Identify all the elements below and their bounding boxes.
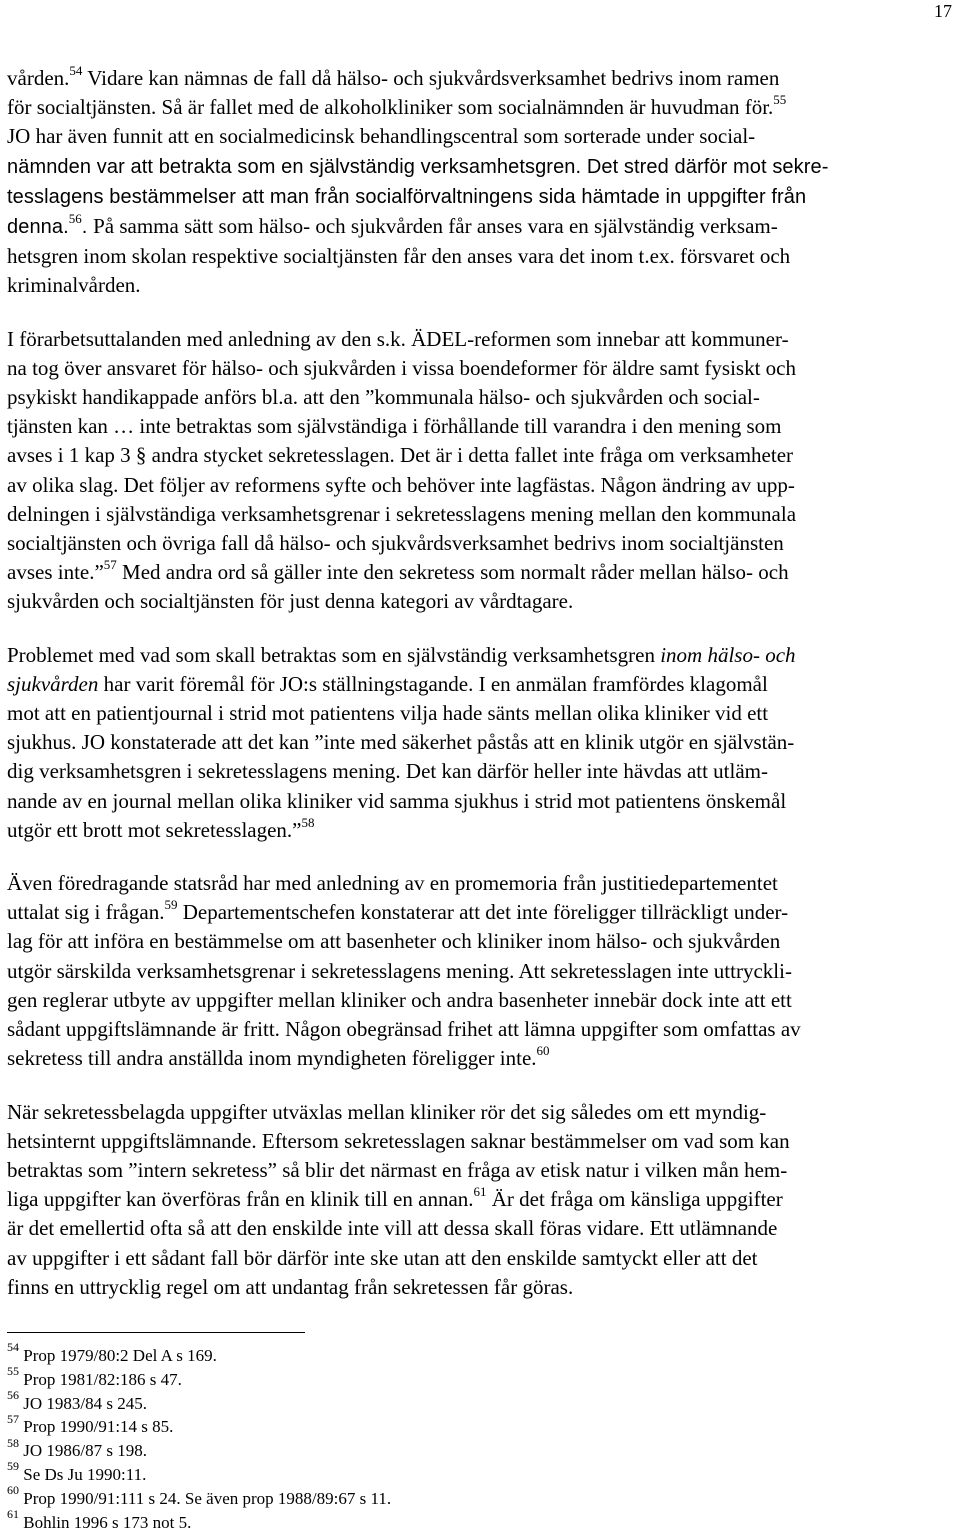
text-run: gen reglerar utbyte av uppgifter mellan kliniker och andra basenheter innebär dock inte att ett — [7, 987, 792, 1012]
text-run: Är det fråga om känsliga uppgifter — [486, 1187, 783, 1212]
footnote — [7, 1364, 391, 1392]
text-run: sekretess till andra anställda inom myndigheten föreligger inte. — [7, 1046, 537, 1071]
text-run: uttalat sig i frågan. — [7, 900, 165, 925]
text-run: delningen i självständiga verksamhetsgrenar i sekretesslagens mening mellan den kommunala — [7, 501, 797, 526]
text-line — [7, 757, 952, 786]
text-line — [7, 641, 952, 670]
text-run: hetsgren inom skolan respektive socialtjänsten får den anses vara det inom t.ex. försvaret och — [7, 244, 791, 269]
text-run: är det emellertid ofta så att den enskilde inte vill att dessa skall föras vidare. Ett utlämnande — [7, 1216, 778, 1241]
text-line — [7, 587, 952, 616]
text-run: av uppgifter i ett sådant fall bör därför inte ske utan att den enskilde samtyckt eller att det — [7, 1245, 758, 1270]
text-run: sjukvården — [7, 671, 99, 696]
text-line — [7, 271, 952, 300]
paragraph-gap — [7, 301, 952, 325]
footnote-text: Bohlin 1996 s 173 not 5. — [23, 1512, 192, 1532]
text-run: betraktas som ”intern sekretess” så blir det närmast en fråga av etisk natur i vilken mån hem- — [7, 1157, 788, 1182]
text-run: kriminalvården. — [7, 273, 141, 298]
paragraph — [7, 641, 952, 845]
footnote-number: 59 — [7, 1459, 19, 1474]
text-run: Departementschefen konstaterar att det inte föreligger tillräckligt under- — [177, 900, 789, 925]
text-run: Vidare kan nämnas de fall då hälso- och sjukvårdsverksamhet bedrivs inom ramen — [82, 66, 780, 90]
footnote-number: 56 — [7, 1387, 19, 1402]
footnote-text: Prop 1981/82:186 s 47. — [23, 1369, 182, 1389]
footnote-text: JO 1986/87 s 198. — [23, 1441, 147, 1461]
paragraph-gap — [7, 845, 952, 869]
footnote-text: Prop 1979/80:2 Del A s 169. — [23, 1346, 217, 1365]
footnote-ref: 56 — [68, 211, 82, 227]
footnote — [7, 1435, 391, 1463]
text-run: vården. — [7, 66, 70, 90]
text-run: har varit föremål för JO:s ställningstagande. I en anmälan framfördes klagomål — [98, 671, 768, 696]
text-line — [7, 898, 952, 927]
text-line — [7, 1044, 952, 1073]
text-line — [7, 500, 952, 529]
paragraph — [7, 64, 952, 301]
text-line — [7, 1015, 952, 1044]
footnote-text: JO 1983/84 s 245. — [23, 1393, 147, 1413]
footnotes — [7, 1340, 392, 1534]
text-line — [7, 122, 952, 151]
text-line — [7, 182, 952, 212]
text-line — [7, 927, 952, 956]
footnote-ref: 54 — [69, 63, 83, 78]
text-line — [7, 986, 952, 1015]
text-line — [7, 64, 952, 93]
text-line — [7, 1156, 952, 1185]
text-line — [7, 1273, 952, 1302]
text-run: . — [81, 216, 94, 239]
footnote-text: Se Ds Ju 1990:11. — [23, 1464, 147, 1484]
text-line — [7, 325, 952, 354]
text-run: tjänsten kan … inte betraktas som självständiga i förhållande till varandra i den mening som — [7, 414, 782, 439]
text-run: sjukvården och socialtjänsten för just denna kategori av vårdtagare. — [7, 589, 574, 614]
text-run: tesslagens bestämmelser att man från socialförvaltningens sida hämtade in uppgifter från — [7, 185, 807, 208]
text-line — [7, 152, 952, 182]
text-line — [7, 1127, 952, 1156]
text-line — [7, 242, 952, 271]
footnote-text: Prop 1990/91:14 s 85. — [23, 1417, 174, 1437]
text-run: nande av en journal mellan olika kliniker vid samma sjukhus i strid mot patientens önskemål — [7, 788, 787, 813]
text-line — [7, 670, 952, 699]
text-run: Även föredragande statsråd har med anledning av en promemoria från justitiedepartementet — [7, 871, 778, 896]
text-run: Med andra ord så gäller inte den sekretess som normalt råder mellan hälso- och — [116, 560, 789, 585]
text-run: lag för att införa en bestämmelse om att basenheter och kliniker inom hälso- och sjukvården — [7, 929, 781, 954]
footnote-ref: 58 — [301, 814, 315, 830]
footnote — [7, 1411, 391, 1439]
text-line — [7, 471, 952, 500]
footnote-ref: 61 — [473, 1184, 487, 1200]
text-run: I förarbetsuttalanden med anledning av den s.k. ÄDEL-reformen som innebar att kommuner- — [7, 326, 789, 351]
text-run: Problemet med vad som skall betraktas som en självständig verksamhetsgren — [7, 642, 661, 667]
footnote-ref: 57 — [103, 557, 117, 573]
text-run: sådant uppgiftslämnande är fritt. Någon obegränsad frihet att lämna uppgifter som omfattas av — [7, 1017, 801, 1042]
text-run: na tog över ansvaret för hälso- och sjukvården i vissa boendeformer för äldre samt fysiskt och — [7, 355, 797, 380]
footnote — [7, 1483, 392, 1511]
text-run: När sekretessbelagda uppgifter utväxlas mellan kliniker rör det sig således om ett myndig- — [7, 1099, 767, 1124]
text-run: Det stred därför mot sekre- — [586, 155, 829, 178]
page-number: 17 — [934, 1, 952, 21]
paragraph — [7, 1098, 952, 1302]
text-run: för socialtjänsten. Så är fallet med de alkoholkliniker som socialnämnden är huvudman för. — [7, 95, 774, 120]
footnote-number: 60 — [7, 1483, 19, 1498]
footnote-number: 57 — [7, 1411, 19, 1426]
text-run: inom hälso- och — [660, 642, 796, 667]
text-run: psykiskt handikappade anförs bl.a. att den ”kommunala hälso- och sjukvården och social- — [7, 385, 760, 410]
text-line — [7, 869, 952, 898]
paragraph — [7, 325, 952, 617]
footnote-number: 55 — [7, 1364, 19, 1379]
text-line — [7, 529, 952, 558]
footnote — [7, 1340, 391, 1368]
footnote-separator — [7, 1332, 305, 1333]
text-run: utgör ett brott mot sekretesslagen.” — [7, 817, 302, 842]
footnote-ref: 59 — [164, 897, 178, 913]
text-line — [7, 699, 952, 728]
body-text — [7, 64, 952, 1302]
footnote — [7, 1459, 391, 1487]
text-run: denna. — [7, 216, 69, 239]
text-line — [7, 441, 952, 470]
text-line — [7, 354, 952, 383]
text-run: dig verksamhetsgren i sekretesslagens mening. Det kan därför heller inte hävdas att utläm- — [7, 759, 769, 784]
text-line — [7, 1214, 952, 1243]
footnote-number: 61 — [7, 1506, 19, 1521]
text-run: liga uppgifter kan överföras från en klinik till en annan. — [7, 1187, 474, 1212]
text-line — [7, 558, 952, 587]
text-line — [7, 816, 952, 845]
footnote-text: Prop 1990/91:111 s 24. Se även prop 1988/89:67 s 11. — [23, 1488, 392, 1508]
text-run: hetsinternt uppgiftslämnande. Eftersom sekretesslagen saknar bestämmelser om vad som kan — [7, 1128, 790, 1153]
text-line — [7, 1098, 952, 1127]
text-line — [7, 93, 952, 122]
text-run: På samma sätt som hälso- och sjukvården får anses vara en självständig verksam- — [93, 214, 778, 239]
text-line — [7, 212, 952, 242]
text-line — [7, 1185, 952, 1214]
paragraph-gap — [7, 1074, 952, 1098]
footnote-ref: 55 — [773, 92, 787, 108]
footnote-number: 54 — [7, 1340, 19, 1355]
text-run: finns en uttrycklig regel om att undantag från sekretessen får göras. — [7, 1274, 574, 1299]
text-run: socialtjänsten och övriga fall då hälso- och sjukvårdsverksamhet bedrivs inom socialtjänsten — [7, 531, 784, 556]
text-line — [7, 412, 952, 441]
text-run: avses i 1 kap 3 § andra stycket sekretesslagen. Det är i detta fallet inte fråga om verksamheter — [7, 443, 794, 468]
footnote-ref: 60 — [536, 1043, 550, 1059]
text-run: mot att en patientjournal i strid mot patientens vilja hade sänts mellan olika kliniker vid ett — [7, 701, 769, 726]
paragraph — [7, 869, 952, 1073]
text-run: av olika slag. Det följer av reformens syfte och behöver inte lagfästas. Någon ändring av upp- — [7, 472, 795, 497]
text-run: avses inte.” — [7, 560, 104, 585]
text-run: sjukhus. JO konstaterade att det kan ”inte med säkerhet påstås att en klinik utgör en självstän- — [7, 730, 795, 755]
text-line — [7, 787, 952, 816]
text-line — [7, 383, 952, 412]
footnote — [7, 1506, 391, 1535]
text-run: JO har även funnit att en socialmedicinsk behandlingscentral som sorterade under social- — [7, 124, 756, 149]
footnote — [7, 1387, 391, 1416]
text-line — [7, 1244, 952, 1273]
text-line — [7, 728, 952, 757]
footnote-number: 58 — [7, 1435, 19, 1450]
text-line — [7, 957, 952, 986]
paragraph-gap — [7, 617, 952, 641]
text-run: nämnden var att betrakta som en självständig verksamhetsgren. — [7, 155, 587, 178]
text-run: utgör särskilda verksamhetsgrenar i sekretesslagens mening. Att sekretesslagen inte uttryckli- — [7, 958, 792, 983]
